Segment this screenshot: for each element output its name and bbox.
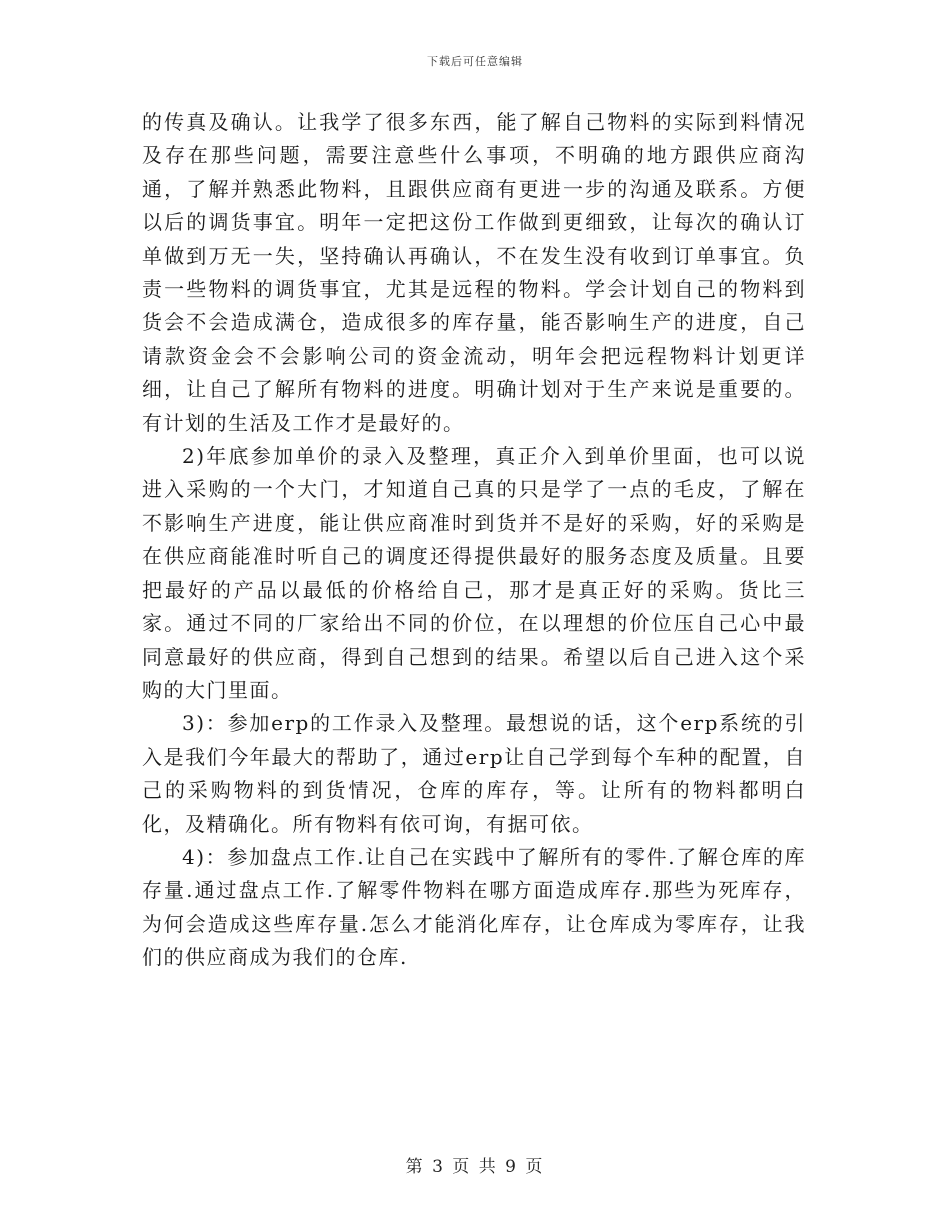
document-body bbox=[142, 106, 806, 975]
paragraph-4: 4)：参加盘点工作.让自己在实践中了解所有的零件.了解仓库的库存量.通过盘点工作.了解零件物料在哪方面造成库存.那些为死库存，为何会造成这些库存量.怎么才能消化库存，让仓库成为零库存，让我们的供应商成为我们的仓库. bbox=[142, 844, 806, 970]
page-header: 下载后可任意编辑 bbox=[427, 55, 523, 68]
page-number: 第 3 页 共 9 页 bbox=[405, 1157, 545, 1177]
paragraph-1: 的传真及确认。让我学了很多东西，能了解自己物料的实际到料情况及存在那些问题，需要注意些什么事项，不明确的地方跟供应商沟通，了解并熟悉此物料，且跟供应商有更进一步的沟通及联系。方便以后的调货事宜。明年一定把这份工作做到更细致，让每次的确认订单做到万无一失，坚持确认再确认，不在发生没有收到订单事宜。负责一些物料的调货事宜，尤其是远程的物料。学会计划自己的物料到货会不会造成满仓，造成很多的库存量，能否影响生产的进度，自己请款资金会不会影响公司的资金流动，明年会把远程物料计划更详细，让自己了解所有物料的进度。明确计划对于生产来说是重要的。有计划的生活及工作才是最好的。 bbox=[142, 110, 806, 435]
paragraph-3: 3)：参加erp的工作录入及整理。最想说的话，这个erp系统的引入是我们今年最大的帮助了，通过erp让自己学到每个车种的配置，自己的采购物料的到货情况，仓库的库存，等。让所有的物料都明白化，及精确化。所有物料有依可询，有据可依。 bbox=[142, 711, 806, 836]
paragraph-2: 2)年底参加单价的录入及整理，真正介入到单价里面，也可以说进入采购的一个大门，才知道自己真的只是学了一点的毛皮，了解在不影响生产进度，能让供应商准时到货并不是好的采购，好的采购是在供应商能准时听自己的调度还得提供最好的服务态度及质量。且要把最好的产品以最低的价格给自己，那才是真正好的采购。货比三家。通过不同的厂家给出不同的价位，在以理想的价位压自己心中最同意最好的供应商，得到自己想到的结果。希望以后自己进入这个采购的大门里面。 bbox=[142, 444, 806, 702]
